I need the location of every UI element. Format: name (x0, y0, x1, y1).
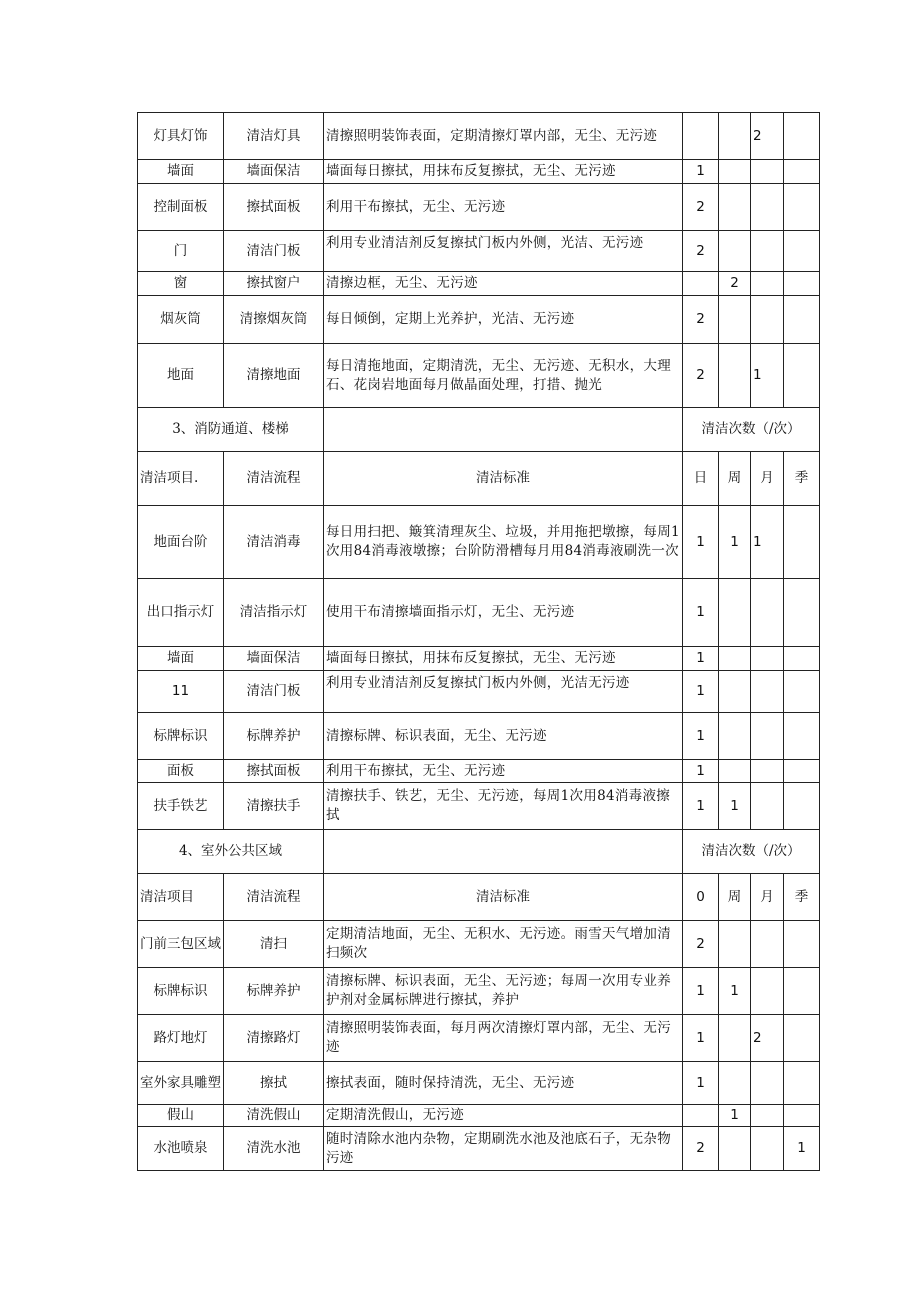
quarterly-cell (784, 231, 820, 272)
table-row (138, 1105, 820, 1127)
table-row (138, 921, 820, 968)
monthly-cell (751, 1062, 784, 1105)
table-row (138, 713, 820, 760)
header-daily: 0 (683, 874, 719, 921)
monthly-cell (751, 160, 784, 184)
daily-cell: 2 (683, 231, 719, 272)
table-row (138, 647, 820, 671)
table-row (138, 783, 820, 830)
process-cell: 标牌养护 (224, 968, 324, 1015)
item-cell: 烟灰筒 (138, 296, 224, 344)
section-title: 3、消防通道、楼梯 (138, 408, 324, 452)
standard-cell: 清擦边框，无尘、无污迹 (324, 272, 683, 296)
header-daily: 日 (683, 452, 719, 506)
quarterly-cell (784, 113, 820, 160)
monthly-cell (751, 760, 784, 783)
item-cell: 路灯地灯 (138, 1015, 224, 1062)
daily-cell: 1 (683, 713, 719, 760)
standard-cell: 每日清拖地面，定期清洗，无尘、无污迹、无积水，大理石、花岗岩地面每月做晶面处理，打措、抛光 (324, 344, 683, 408)
table-row (138, 1127, 820, 1171)
quarterly-cell (784, 296, 820, 344)
table-row (138, 671, 820, 713)
monthly-cell (751, 296, 784, 344)
quarterly-cell (784, 160, 820, 184)
process-cell: 清洗假山 (224, 1105, 324, 1127)
quarterly-cell: 1 (784, 1127, 820, 1171)
item-cell: 门 (138, 231, 224, 272)
count-label: 清洁次数（/次） (683, 830, 820, 874)
standard-cell: 利用专业清洁剂反复擦拭门板内外侧，光洁无污迹 (324, 671, 683, 713)
item-cell: 灯具灯饰 (138, 113, 224, 160)
daily-cell: 2 (683, 344, 719, 408)
weekly-cell: 1 (719, 506, 751, 579)
daily-cell: 1 (683, 671, 719, 713)
weekly-cell: 2 (719, 272, 751, 296)
standard-cell: 定期清洁地面，无尘、无积水、无污迹。雨雪天气增加清扫频次 (324, 921, 683, 968)
header-quarterly: 季 (784, 874, 820, 921)
header-process: 清洁流程 (224, 874, 324, 921)
quarterly-cell (784, 921, 820, 968)
standard-cell: 擦拭表面，随时保持清洗，无尘、无污迹 (324, 1062, 683, 1105)
section-title-row (138, 830, 820, 874)
item-cell: 面板 (138, 760, 224, 783)
item-cell: 出口指示灯 (138, 579, 224, 647)
standard-cell: 清擦照明装饰表面，定期清擦灯罩内部，无尘、无污迹 (324, 113, 683, 160)
quarterly-cell (784, 968, 820, 1015)
weekly-cell (719, 647, 751, 671)
weekly-cell (719, 1127, 751, 1171)
header-process: 清洁流程 (224, 452, 324, 506)
blank-cell (324, 408, 683, 452)
monthly-cell (751, 272, 784, 296)
header-monthly: 月 (751, 874, 784, 921)
weekly-cell: 1 (719, 968, 751, 1015)
item-cell: 门前三包区域 (138, 921, 224, 968)
table-row (138, 579, 820, 647)
table-row (138, 1015, 820, 1062)
table-row (138, 296, 820, 344)
standard-cell: 使用干布清擦墙面指示灯，无尘、无污迹 (324, 579, 683, 647)
item-cell: 标牌标识 (138, 968, 224, 1015)
quarterly-cell (784, 272, 820, 296)
quarterly-cell (784, 1105, 820, 1127)
process-cell: 清洗水池 (224, 1127, 324, 1171)
process-cell: 墙面保洁 (224, 160, 324, 184)
weekly-cell (719, 231, 751, 272)
daily-cell: 2 (683, 184, 719, 231)
monthly-cell (751, 1105, 784, 1127)
daily-cell (683, 1105, 719, 1127)
daily-cell (683, 113, 719, 160)
monthly-cell (751, 921, 784, 968)
standard-cell: 利用专业清洁剂反复擦拭门板内外侧，光洁、无污迹 (324, 231, 683, 272)
section-title: 4、室外公共区域 (138, 830, 324, 874)
header-monthly: 月 (751, 452, 784, 506)
standard-cell: 清擦照明装饰表面，每月两次清擦灯罩内部，无尘、无污迹 (324, 1015, 683, 1062)
item-cell: 水池喷泉 (138, 1127, 224, 1171)
process-cell: 标牌养护 (224, 713, 324, 760)
weekly-cell (719, 344, 751, 408)
process-cell: 擦拭窗户 (224, 272, 324, 296)
daily-cell: 1 (683, 1062, 719, 1105)
daily-cell: 1 (683, 1015, 719, 1062)
header-row (138, 452, 820, 506)
standard-cell: 定期清洗假山，无污迹 (324, 1105, 683, 1127)
header-item: 清洁项目 (138, 874, 224, 921)
standard-cell: 每日倾倒，定期上光养护，光洁、无污迹 (324, 296, 683, 344)
quarterly-cell (784, 713, 820, 760)
weekly-cell (719, 296, 751, 344)
process-cell: 清洁灯具 (224, 113, 324, 160)
item-cell: 室外家具雕塑 (138, 1062, 224, 1105)
daily-cell: 2 (683, 921, 719, 968)
daily-cell (683, 272, 719, 296)
header-quarterly: 季 (784, 452, 820, 506)
monthly-cell (751, 968, 784, 1015)
standard-cell: 墙面每日擦拭，用抹布反复擦拭，无尘、无污迹 (324, 647, 683, 671)
standard-cell: 随时清除水池内杂物，定期刷洗水池及池底石子，无杂物污迹 (324, 1127, 683, 1171)
quarterly-cell (784, 579, 820, 647)
table-row (138, 113, 820, 160)
process-cell: 清擦路灯 (224, 1015, 324, 1062)
table-row (138, 160, 820, 184)
standard-cell: 清擦标牌、标识表面，无尘、无污迹；每周一次用专业养护剂对金属标牌进行擦拭，养护 (324, 968, 683, 1015)
item-cell: 墙面 (138, 160, 224, 184)
header-standard: 清洁标准 (324, 874, 683, 921)
header-item: 清洁项目. (138, 452, 224, 506)
monthly-cell (751, 713, 784, 760)
process-cell: 墙面保洁 (224, 647, 324, 671)
table-row (138, 272, 820, 296)
monthly-cell (751, 671, 784, 713)
weekly-cell: 1 (719, 1105, 751, 1127)
monthly-cell (751, 579, 784, 647)
item-cell: 窗 (138, 272, 224, 296)
weekly-cell (719, 1062, 751, 1105)
weekly-cell: 1 (719, 783, 751, 830)
monthly-cell: 1 (751, 506, 784, 579)
process-cell: 擦拭面板 (224, 760, 324, 783)
count-label: 清洁次数（/次） (683, 408, 820, 452)
standard-cell: 清擦扶手、铁艺，无尘、无污迹，每周1次用84消毒液擦拭 (324, 783, 683, 830)
process-cell: 清洁消毒 (224, 506, 324, 579)
header-standard: 清洁标准 (324, 452, 683, 506)
table-row (138, 506, 820, 579)
monthly-cell: 2 (751, 1015, 784, 1062)
quarterly-cell (784, 184, 820, 231)
standard-cell: 墙面每日擦拭，用抹布反复擦拭，无尘、无污迹 (324, 160, 683, 184)
table-row (138, 1062, 820, 1105)
standard-cell: 清擦标牌、标识表面，无尘、无污迹 (324, 713, 683, 760)
quarterly-cell (784, 760, 820, 783)
daily-cell: 1 (683, 647, 719, 671)
quarterly-cell (784, 783, 820, 830)
process-cell: 擦拭 (224, 1062, 324, 1105)
process-cell: 清洁指示灯 (224, 579, 324, 647)
blank-cell (324, 830, 683, 874)
standard-cell: 利用干布擦拭，无尘、无污迹 (324, 184, 683, 231)
daily-cell: 2 (683, 1127, 719, 1171)
item-cell: 墙面 (138, 647, 224, 671)
quarterly-cell (784, 1015, 820, 1062)
monthly-cell (751, 647, 784, 671)
process-cell: 清擦扶手 (224, 783, 324, 830)
item-cell: 地面 (138, 344, 224, 408)
table-row (138, 760, 820, 783)
quarterly-cell (784, 671, 820, 713)
process-cell: 清擦烟灰筒 (224, 296, 324, 344)
daily-cell: 1 (683, 506, 719, 579)
daily-cell: 1 (683, 579, 719, 647)
standard-cell: 利用干布擦拭，无尘、无污迹 (324, 760, 683, 783)
process-cell: 清擦地面 (224, 344, 324, 408)
monthly-cell: 1 (751, 344, 784, 408)
monthly-cell (751, 1127, 784, 1171)
monthly-cell: 2 (751, 113, 784, 160)
item-cell: 11 (138, 671, 224, 713)
weekly-cell (719, 921, 751, 968)
item-cell: 地面台阶 (138, 506, 224, 579)
header-weekly: 周 (719, 452, 751, 506)
weekly-cell (719, 184, 751, 231)
section-title-row (138, 408, 820, 452)
standard-cell: 每日用扫把、簸箕清理灰尘、垃圾，并用拖把墩擦，每周1次用84消毒液墩擦；台阶防滑槽每月用84消毒液刷洗一次 (324, 506, 683, 579)
quarterly-cell (784, 506, 820, 579)
header-row (138, 874, 820, 921)
cleaning-standards-table (137, 112, 820, 1171)
weekly-cell (719, 160, 751, 184)
table-row (138, 184, 820, 231)
quarterly-cell (784, 647, 820, 671)
weekly-cell (719, 579, 751, 647)
daily-cell: 2 (683, 296, 719, 344)
weekly-cell (719, 760, 751, 783)
item-cell: 控制面板 (138, 184, 224, 231)
quarterly-cell (784, 344, 820, 408)
item-cell: 扶手铁艺 (138, 783, 224, 830)
table-row (138, 344, 820, 408)
process-cell: 清洁门板 (224, 231, 324, 272)
monthly-cell (751, 783, 784, 830)
daily-cell: 1 (683, 783, 719, 830)
weekly-cell (719, 671, 751, 713)
daily-cell: 1 (683, 760, 719, 783)
weekly-cell (719, 713, 751, 760)
monthly-cell (751, 184, 784, 231)
table-row (138, 231, 820, 272)
weekly-cell (719, 113, 751, 160)
header-weekly: 周 (719, 874, 751, 921)
quarterly-cell (784, 1062, 820, 1105)
process-cell: 清扫 (224, 921, 324, 968)
daily-cell: 1 (683, 968, 719, 1015)
monthly-cell (751, 231, 784, 272)
item-cell: 假山 (138, 1105, 224, 1127)
table-row (138, 968, 820, 1015)
item-cell: 标牌标识 (138, 713, 224, 760)
daily-cell: 1 (683, 160, 719, 184)
process-cell: 擦拭面板 (224, 184, 324, 231)
weekly-cell (719, 1015, 751, 1062)
process-cell: 清洁门板 (224, 671, 324, 713)
